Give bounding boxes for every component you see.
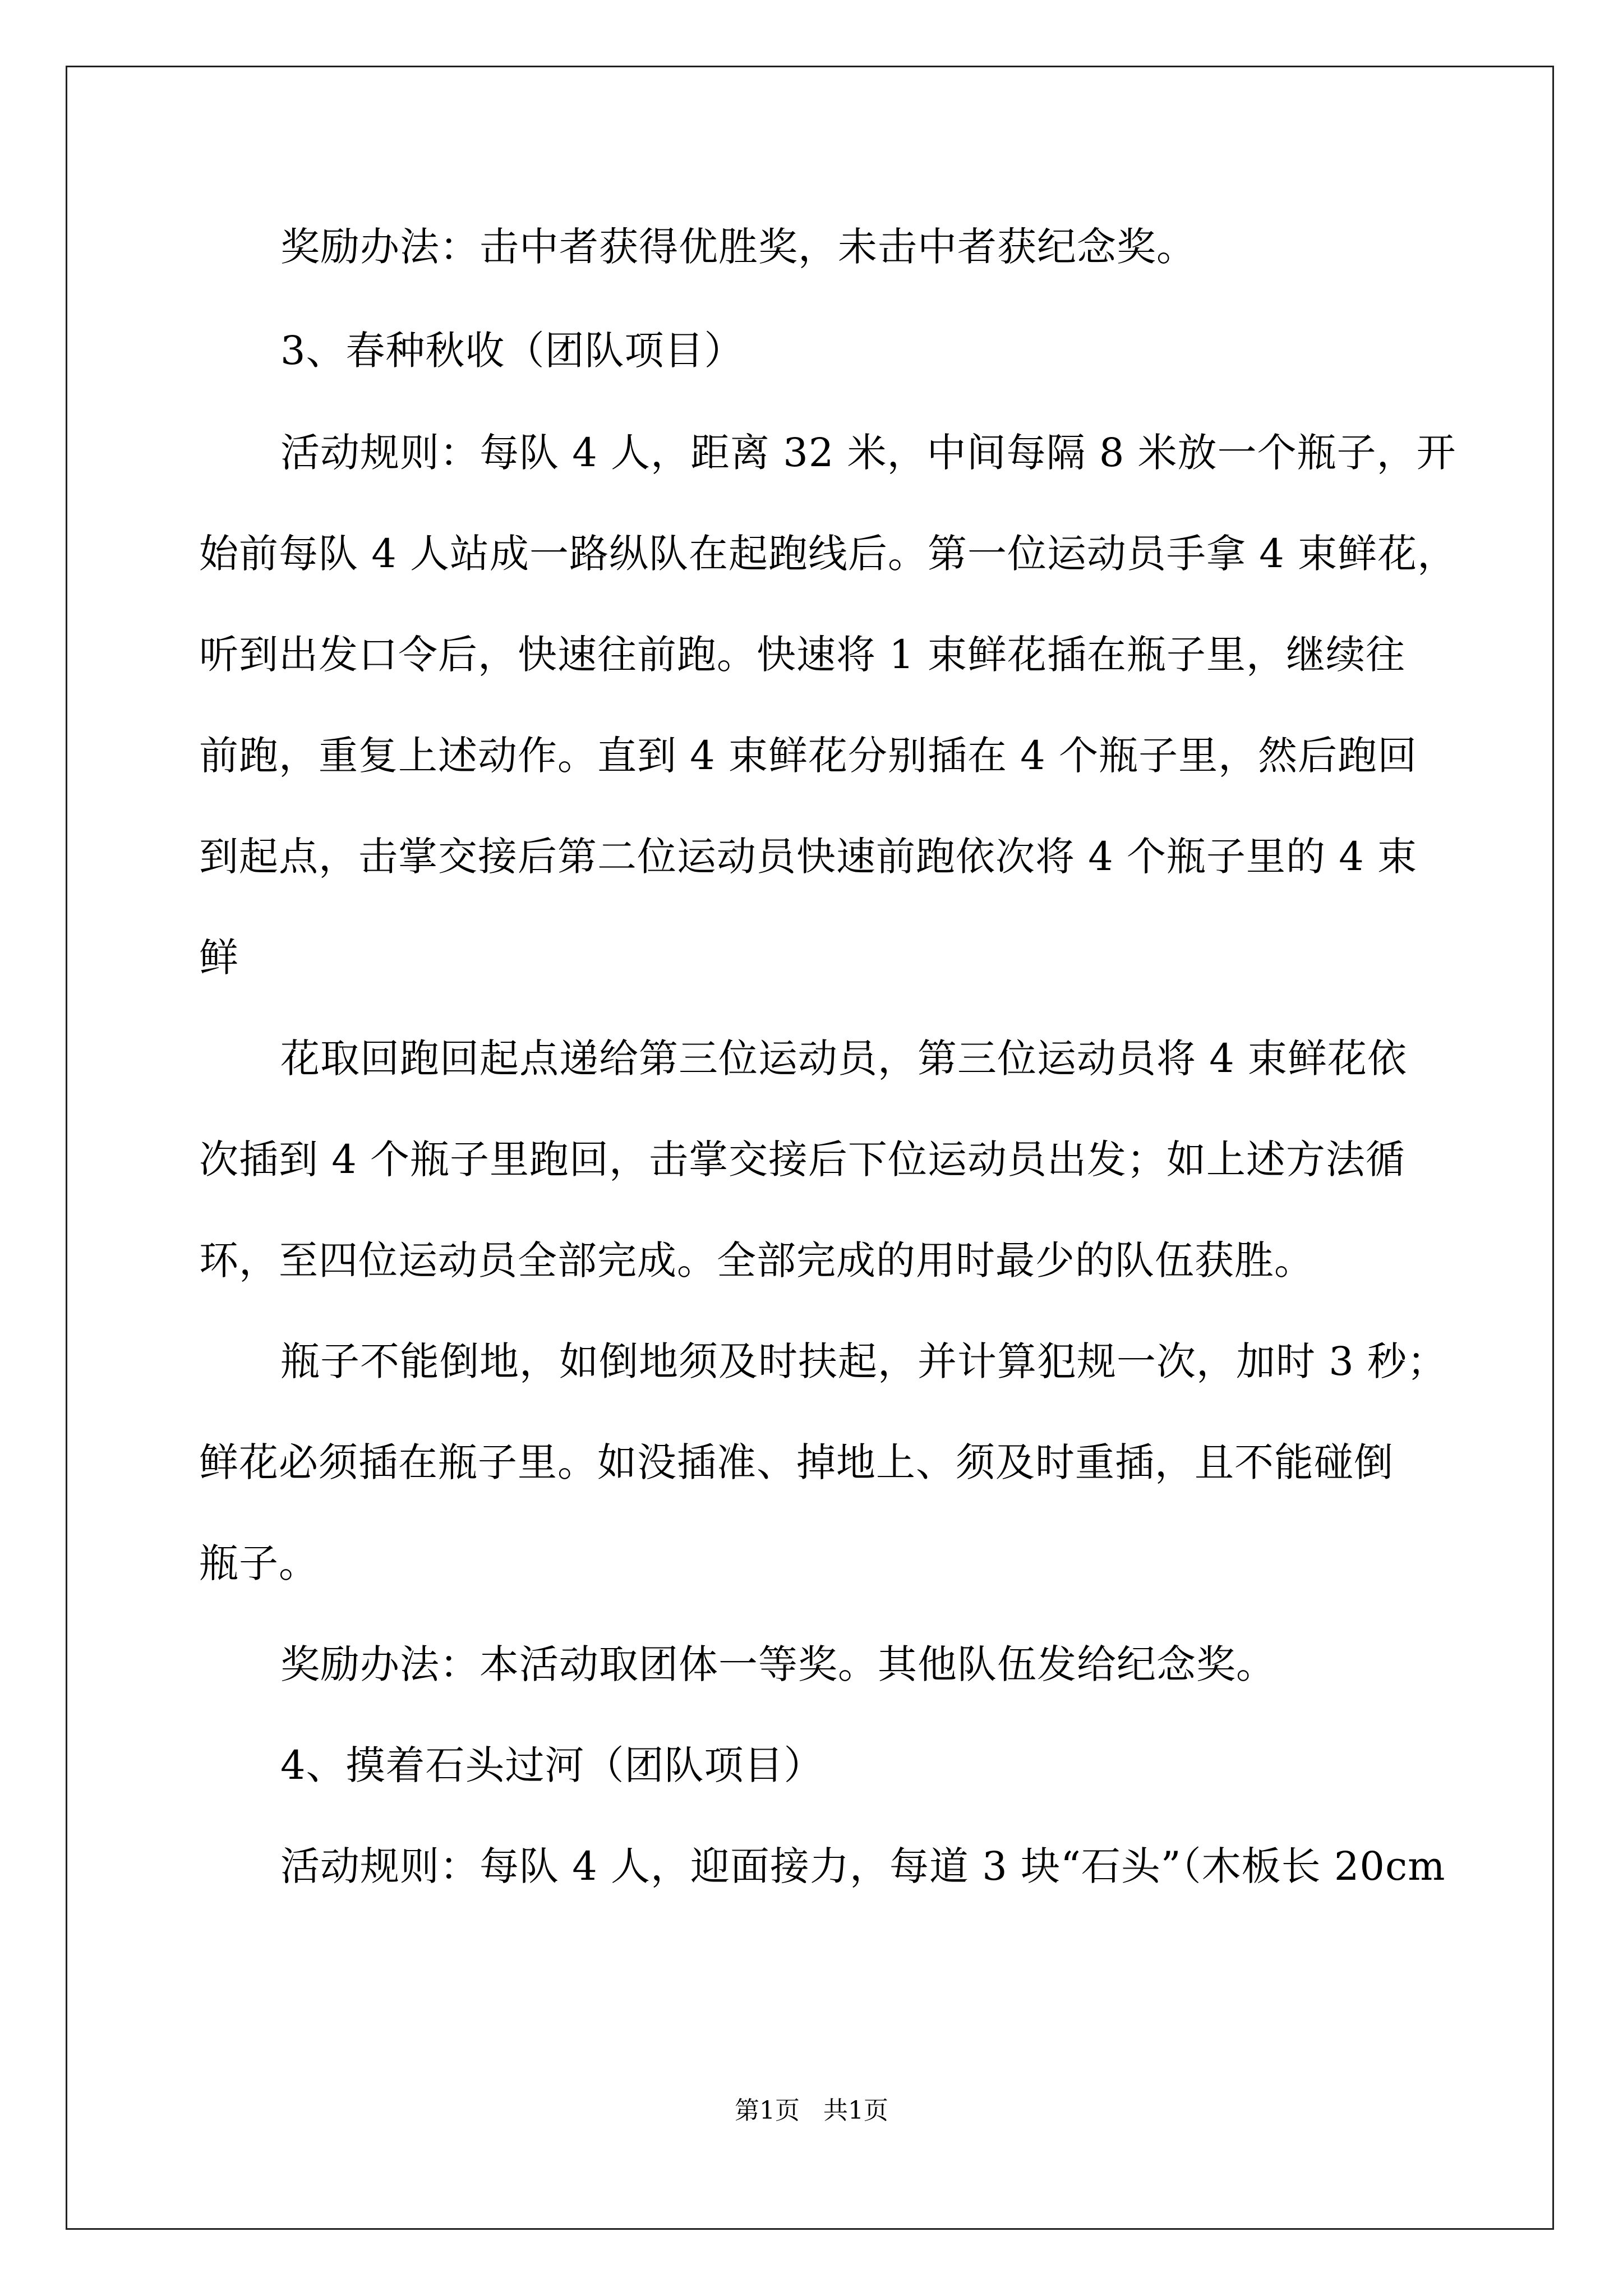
paragraph-line: 鲜 [199, 935, 239, 981]
paragraph-line: 花取回跑回起点递给第三位运动员，第三位运动员将 4 束鲜花依 [280, 1036, 1408, 1082]
paragraph-line: 奖励办法：本活动取团体一等奖。其他队伍发给纪念奖。 [280, 1641, 1276, 1687]
paragraph-line: 鲜花必须插在瓶子里。如没插准、掉地上、须及时重插，且不能碰倒 [199, 1439, 1394, 1485]
paragraph-line: 到起点，击掌交接后第二位运动员快速前跑依次将 4 个瓶子里的 4 束 [199, 834, 1418, 880]
section-heading: 4、摸着石头过河（团队项目） [280, 1742, 824, 1788]
section-heading: 3、春种秋收（团队项目） [280, 328, 744, 374]
paragraph-line: 始前每队 4 人站成一路纵队在起跑线后。第一位运动员手拿 4 束鲜花， [199, 531, 1458, 577]
paragraph-line: 次插到 4 个瓶子里跑回，击掌交接后下位运动员出发；如上述方法循 [199, 1137, 1406, 1182]
paragraph-line: 瓶子不能倒地，如倒地须及时扶起，并计算犯规一次，加时 3 秒； [280, 1338, 1447, 1384]
paragraph-line: 环，至四位运动员全部完成。全部完成的用时最少的队伍获胜。 [199, 1237, 1314, 1283]
paragraph-line: 前跑，重复上述动作。直到 4 束鲜花分别插在 4 个瓶子里，然后跑回 [199, 733, 1418, 779]
paragraph-line: 听到出发口令后，快速往前跑。快速将 1 束鲜花插在瓶子里，继续往 [199, 632, 1406, 678]
page-footer: 第1页 共1页 [735, 2096, 888, 2125]
paragraph-line: 活动规则：每队 4 人，迎面接力，每道 3 块“石头”（木板长 20cm [280, 1843, 1446, 1889]
paragraph-line: 瓶子。 [199, 1540, 319, 1586]
paragraph-line: 奖励办法：击中者获得优胜奖，未击中者获纪念奖。 [280, 224, 1196, 270]
paragraph-line: 活动规则：每队 4 人，距离 32 米，中间每隔 8 米放一个瓶子，开 [280, 430, 1456, 476]
